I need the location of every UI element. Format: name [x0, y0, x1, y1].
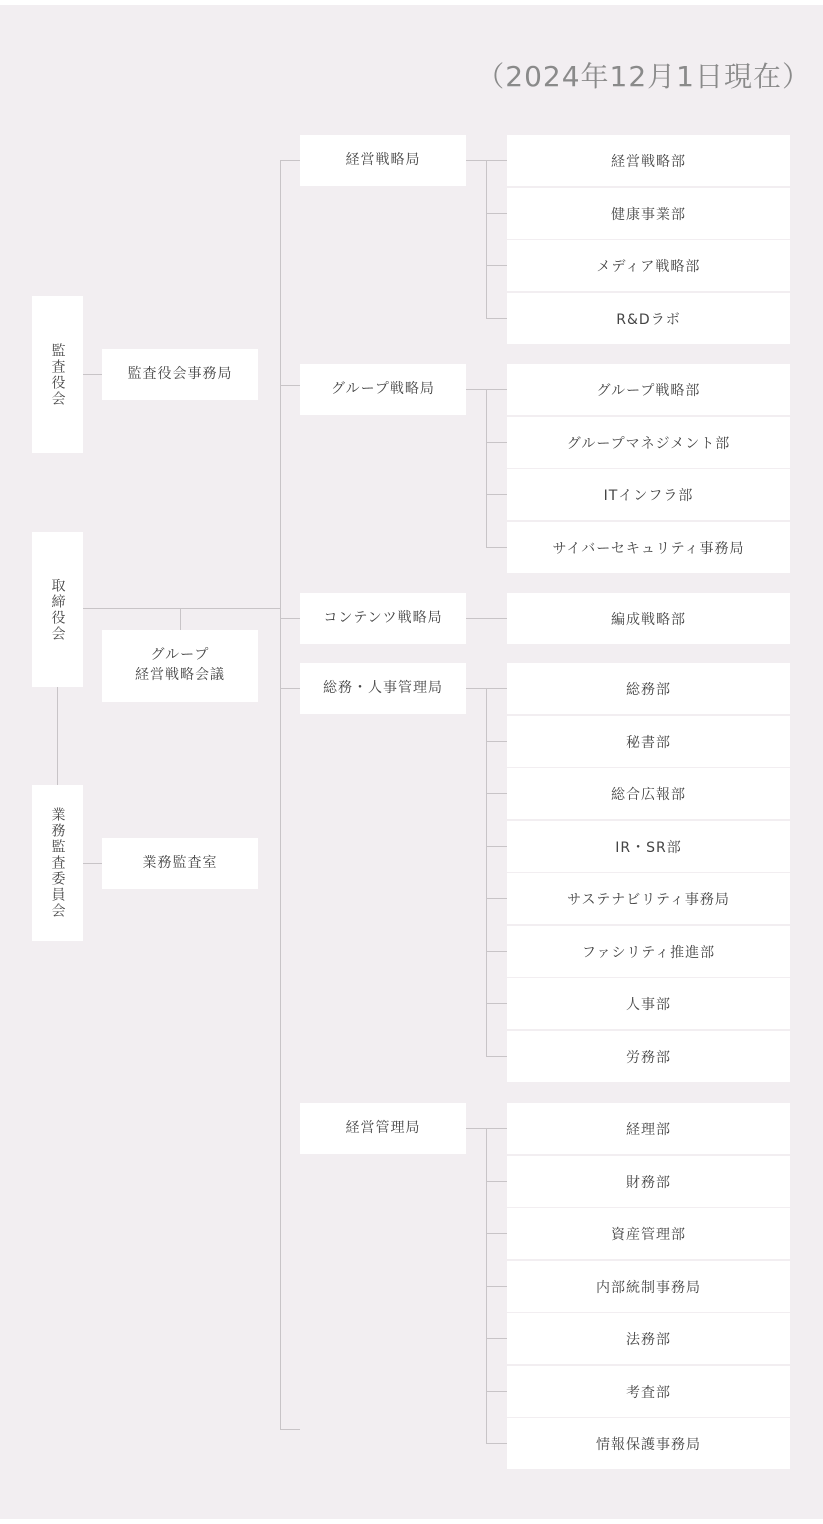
connector-line	[280, 385, 300, 386]
audit-board-label: 監査役会	[49, 342, 66, 407]
connector-line	[486, 688, 487, 1056]
dept-box: IR・SR部	[507, 821, 790, 872]
dept-box: グループマネジメント部	[507, 417, 790, 468]
bureau-management-strategy: 経営戦略局	[300, 135, 466, 186]
dept-box: 財務部	[507, 1156, 790, 1207]
connector-line	[486, 1233, 507, 1234]
dept-box: メディア戦略部	[507, 240, 790, 291]
connector-line	[83, 374, 102, 375]
connector-line	[486, 160, 487, 318]
connector-line	[486, 898, 507, 899]
bureau-general-affairs-hr: 総務・人事管理局	[300, 663, 466, 714]
dept-box: 考査部	[507, 1366, 790, 1417]
connector-line	[83, 608, 280, 609]
dept-box: ファシリティ推進部	[507, 926, 790, 977]
connector-line	[486, 1286, 507, 1287]
audit-board-box	[32, 296, 83, 453]
dept-box: ITインフラ部	[507, 469, 790, 520]
audit-committee-box	[32, 785, 83, 941]
connector-line	[486, 846, 507, 847]
connector-line	[83, 863, 102, 864]
connector-line	[486, 1181, 507, 1182]
dept-box: サイバーセキュリティ事務局	[507, 522, 790, 573]
audit-room-box: 業務監査室	[102, 838, 258, 889]
board-box	[32, 532, 83, 687]
dept-box: 秘書部	[507, 716, 790, 767]
org-chart	[0, 5, 823, 1519]
connector-line	[486, 213, 507, 214]
connector-line	[486, 1003, 507, 1004]
connector-line	[57, 687, 58, 785]
dept-box: 労務部	[507, 1031, 790, 1082]
dept-box: 資産管理部	[507, 1208, 790, 1259]
connector-line	[486, 1056, 507, 1057]
strategy-meeting-box: グループ 経営戦略会議	[102, 630, 258, 702]
trunk-line	[280, 160, 281, 1429]
bureau-content-strategy: コンテンツ戦略局	[300, 593, 466, 644]
connector-line	[180, 608, 181, 630]
audit-committee-label: 業務監査委員会	[49, 807, 66, 919]
dept-box: 総合広報部	[507, 768, 790, 819]
dept-box: 総務部	[507, 663, 790, 714]
dept-box: 経理部	[507, 1103, 790, 1154]
dept-box: 内部統制事務局	[507, 1261, 790, 1312]
as-of-date: （2024年12月1日現在）	[476, 60, 811, 93]
connector-line	[280, 688, 300, 689]
connector-line	[280, 618, 300, 619]
connector-line	[486, 547, 507, 548]
connector-line	[280, 1429, 300, 1430]
bureau-management-admin: 経営管理局	[300, 1103, 466, 1154]
connector-line	[486, 951, 507, 952]
dept-box: 経営戦略部	[507, 135, 790, 186]
connector-line	[486, 265, 507, 266]
dept-box: グループ戦略部	[507, 364, 790, 415]
dept-box: 健康事業部	[507, 188, 790, 239]
dept-box: 法務部	[507, 1313, 790, 1364]
connector-line	[486, 1338, 507, 1339]
dept-box: R&Dラボ	[507, 293, 790, 344]
connector-line	[486, 389, 487, 547]
connector-line	[486, 741, 507, 742]
dept-box: 情報保護事務局	[507, 1418, 790, 1469]
dept-box: 編成戦略部	[507, 593, 790, 644]
connector-line	[486, 494, 507, 495]
connector-line	[486, 1443, 507, 1444]
audit-office-box: 監査役会事務局	[102, 349, 258, 400]
board-label: 取締役会	[49, 577, 66, 642]
connector-line	[486, 318, 507, 319]
connector-line	[280, 160, 300, 161]
connector-line	[486, 1391, 507, 1392]
connector-line	[486, 793, 507, 794]
connector-line	[486, 442, 507, 443]
dept-box: 人事部	[507, 978, 790, 1029]
bureau-group-strategy: グループ戦略局	[300, 364, 466, 415]
dept-box: サステナビリティ事務局	[507, 873, 790, 924]
connector-line	[466, 618, 507, 619]
